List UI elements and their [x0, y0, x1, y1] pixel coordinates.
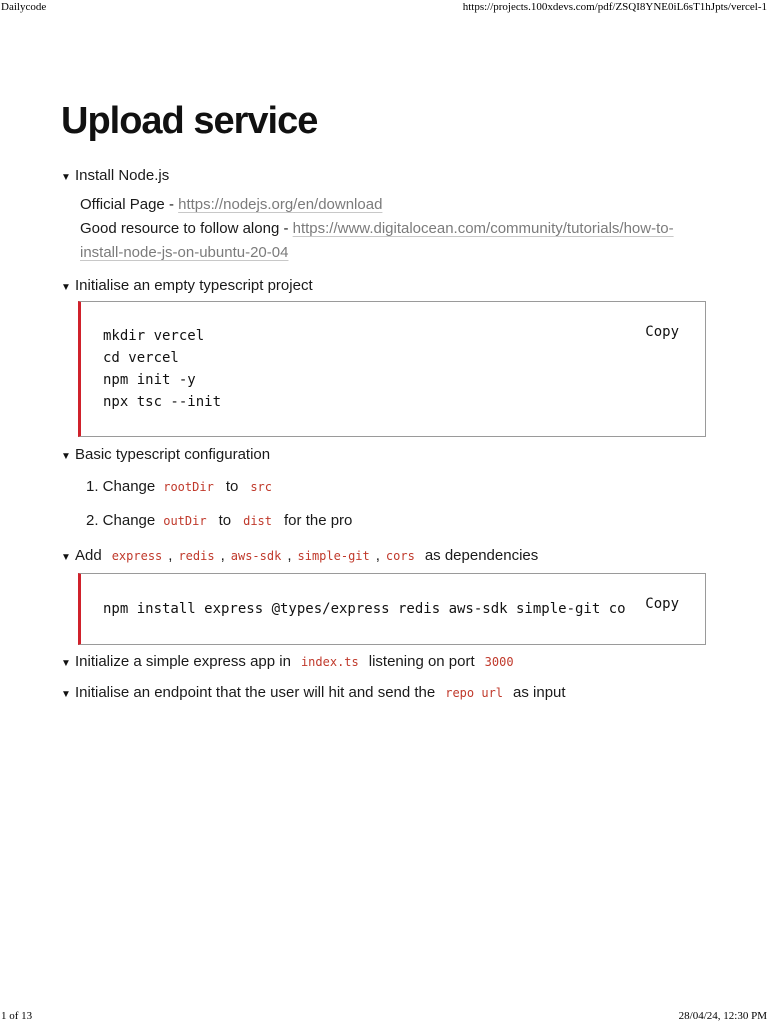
item-text: for the pro	[284, 512, 353, 529]
separator: ,	[168, 547, 173, 564]
code-block-install	[78, 573, 706, 645]
resource-line	[80, 217, 706, 241]
triangle-down-icon[interactable]: ▼	[61, 282, 71, 293]
inline-code-redis: redis	[178, 549, 215, 563]
toggle-content-install-node	[80, 193, 706, 265]
triangle-down-icon[interactable]: ▼	[61, 689, 71, 700]
triangle-down-icon[interactable]: ▼	[61, 451, 71, 462]
triangle-down-icon[interactable]: ▼	[61, 552, 71, 563]
deps-heading-prefix: Add	[75, 547, 102, 564]
toggle-heading: Initialize a simple express app in	[75, 653, 291, 670]
config-item-outdir	[86, 509, 706, 533]
document-body	[61, 164, 706, 707]
code-block-init	[78, 301, 706, 437]
toggle-heading: Install Node.js	[75, 167, 170, 184]
inline-code-simple-git: simple-git	[297, 549, 370, 563]
inline-code-index-ts: index.ts	[300, 655, 359, 669]
item-text: 1. Change	[86, 478, 156, 495]
inline-code-dist: dist	[243, 514, 273, 528]
triangle-down-icon[interactable]: ▼	[61, 172, 71, 183]
triangle-down-icon[interactable]: ▼	[61, 658, 71, 669]
copy-button[interactable]: Copy	[645, 596, 679, 612]
copy-button[interactable]: Copy	[645, 324, 679, 340]
inline-code-express: express	[111, 549, 163, 563]
toggle-init-ts[interactable]	[61, 274, 706, 300]
separator: ,	[220, 547, 225, 564]
toggle-install-node[interactable]	[61, 164, 706, 190]
inline-code-port: 3000	[484, 655, 514, 669]
official-page-label: Official Page -	[80, 196, 179, 213]
inline-code-repo-url: repo url	[445, 686, 504, 700]
inline-code-aws-sdk: aws-sdk	[230, 549, 282, 563]
toggle-heading: Basic typescript configuration	[75, 446, 271, 463]
toggle-heading: as input	[513, 684, 566, 701]
inline-code-rootdir: rootDir	[163, 480, 214, 494]
item-text: 2. Change	[86, 512, 156, 529]
print-footer	[0, 1009, 768, 1023]
toggle-heading: Initialise an endpoint that the user will hit and send the	[75, 684, 436, 701]
toggle-heading: listening on port	[368, 653, 475, 670]
deps-heading-suffix: as dependencies	[424, 547, 539, 564]
inline-code-src: src	[250, 480, 273, 494]
page-count: 1 of 13	[1, 1010, 33, 1022]
resource-label: Good resource to follow along -	[80, 220, 293, 237]
item-text: to	[218, 512, 232, 529]
toggle-deps[interactable]	[61, 544, 706, 570]
separator: ,	[375, 547, 380, 564]
print-header	[0, 0, 768, 14]
code-content: npm install express @types/express redis aws-sdk simple-git co	[103, 601, 626, 617]
site-name: Dailycode	[1, 1, 47, 13]
code-content: mkdir vercel cd vercel npm init -y npx tsc --init	[103, 328, 222, 410]
config-item-rootdir	[86, 475, 706, 499]
item-text: to	[225, 478, 239, 495]
toggle-express-app[interactable]	[61, 650, 706, 676]
inline-code-cors: cors	[385, 549, 415, 563]
inline-code-outdir: outDir	[163, 514, 207, 528]
nodejs-download-link[interactable]: https://nodejs.org/en/download	[178, 196, 383, 213]
print-datetime: 28/04/24, 12:30 PM	[678, 1010, 767, 1022]
digitalocean-link-part2[interactable]: install-node-js-on-ubuntu-20-04	[80, 244, 289, 261]
toggle-heading: Initialise an empty typescript project	[75, 277, 313, 294]
toggle-endpoint[interactable]	[61, 681, 706, 707]
page-title: Upload service	[61, 100, 318, 142]
digitalocean-link-part1[interactable]: https://www.digitalocean.com/community/tutorials/how-to-	[292, 220, 674, 237]
page-url: https://projects.100xdevs.com/pdf/ZSQI8YNE0iL6sT1hJpts/vercel-1	[462, 1, 767, 13]
separator: ,	[287, 547, 292, 564]
official-page-line	[80, 193, 706, 217]
resource-line-continued	[80, 241, 706, 265]
toggle-ts-config[interactable]	[61, 443, 706, 469]
